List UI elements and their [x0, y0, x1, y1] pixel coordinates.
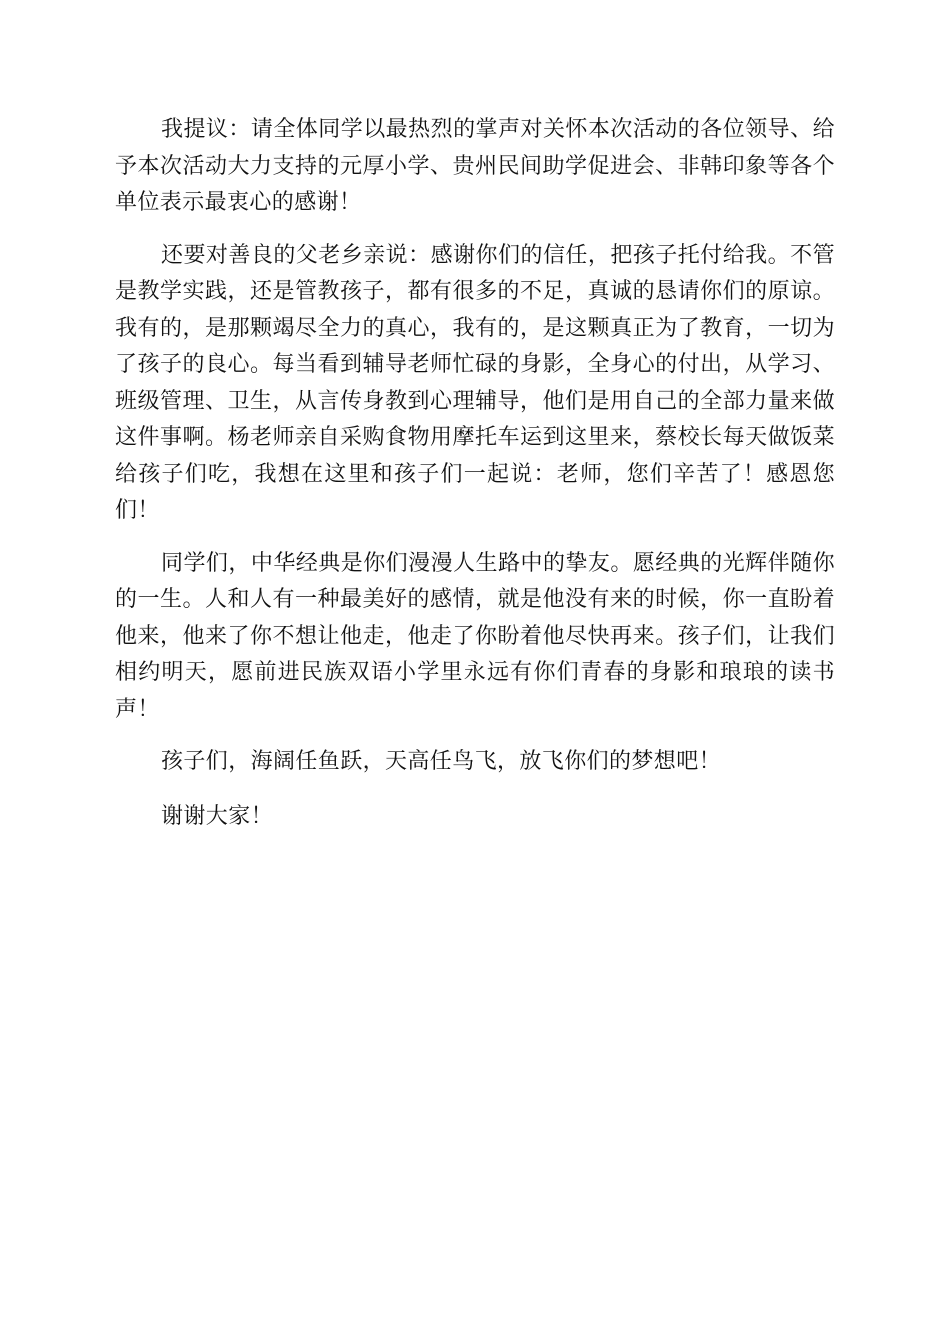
paragraph-closing: 谢谢大家！	[161, 803, 274, 829]
paragraph-thanks-supporters: 我提议：请全体同学以最热烈的掌声对关怀本次活动的各位领导、给予本次活动大力支持的元厚小学、贵州民间助学促进会、非韩印象等各个单位表示最衷心的感谢！	[115, 117, 835, 215]
paragraph-classmates: 同学们，中华经典是你们漫漫人生路中的挚友。愿经典的光辉伴随你的一生。人和人有一种最美好的感情，就是他没有来的时候，你一直盼着他来，他来了你不想让他走，他走了你盼着他尽快再来。孩子们，让我们相约明天，愿前进民族双语小学里永远有你们青春的身影和琅琅的读书声！	[115, 550, 835, 722]
paragraph-dreams: 孩子们，海阔任鱼跃，天高任鸟飞，放飞你们的梦想吧！	[161, 749, 722, 774]
paragraph-thanks-villagers: 还要对善良的父老乡亲说：感谢你们的信任，把孩子托付给我。不管是教学实践，还是管教孩子，都有很多的不足，真诚的恳请你们的原谅。我有的，是那颗竭尽全力的真心，我有的，是这颗真正为了教育，一切为了孩子的良心。每当看到辅导老师忙碌的身影，全身心的付出，从学习、班级管理、卫生，从言传身教到心理辅导，他们是用自己的全部力量来做这件事啊。杨老师亲自采购食物用摩托车运到这里来，蔡校长每天做饭菜给孩子们吃，我想在这里和孩子们一起说：老师，您们辛苦了！感恩您们！	[115, 242, 835, 523]
document-body	[115, 112, 835, 851]
